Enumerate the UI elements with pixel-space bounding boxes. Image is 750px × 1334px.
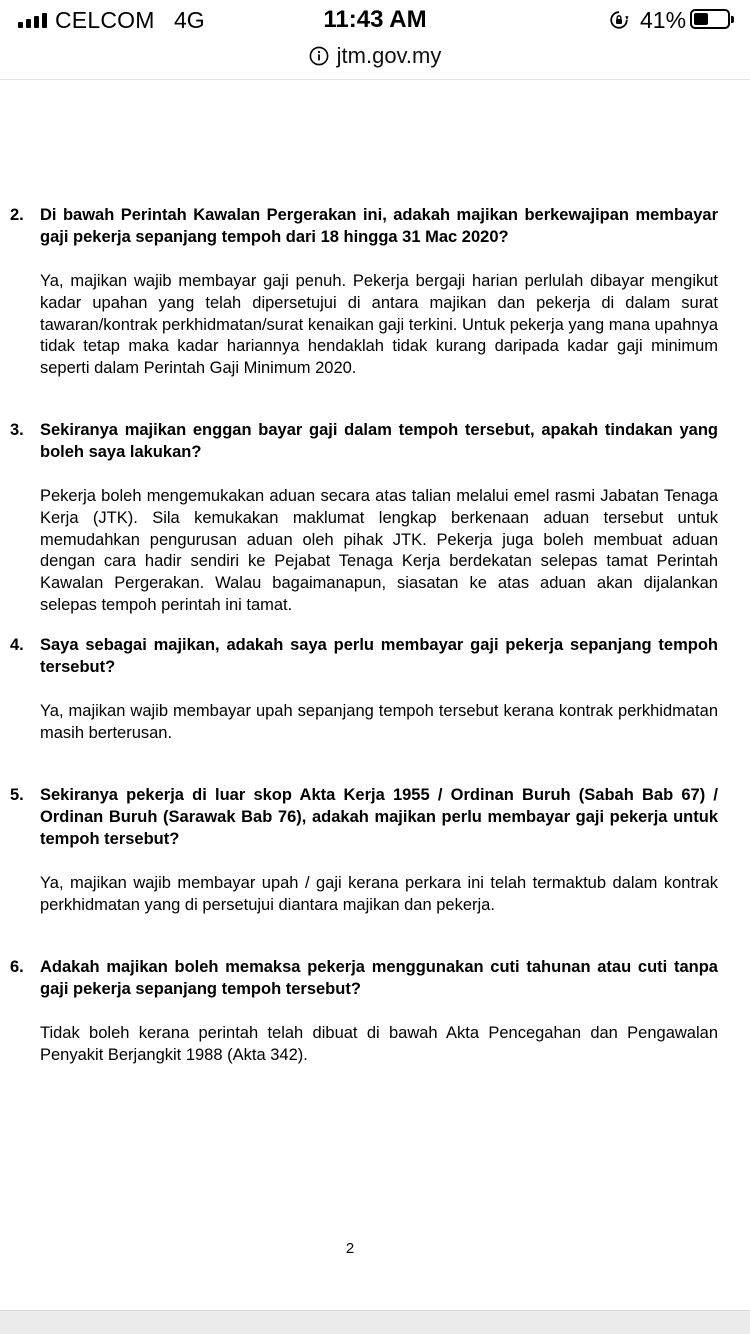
address-bar[interactable] [0,40,750,80]
faq-item [10,784,718,917]
question-number: 6. [10,958,24,976]
faq-item [10,204,718,380]
question [10,634,718,678]
answer-text: Pekerja boleh mengemukakan aduan secara atas talian melalui emel rasmi Jabatan Tenaga Kerja (JTK). Sila kemukakan maklumat lengkap berkenaan aduan tersebut untuk memudahkan pengurusan aduan oleh pihak JTK. Pekerja juga boleh membuat aduan dengan cara hadir sendiri ke Pejabat Tenaga Kerja berdekatan selepas tamat Perintah Kawalan Pergerakan. Walau bagaimanapun, siasatan ke atas aduan akan dijalankan selepas tempoh perintah ini tamat. [40,487,718,614]
question-text: Sekiranya pekerja di luar skop Akta Kerja 1955 / Ordinan Buruh (Sabah Bab 67) / Ordinan Buruh (Sarawak Bab 76), adakah majikan perlu membayar gaji pekerja untuk tempoh tersebut? [40,786,718,848]
question-number: 4. [10,636,24,654]
question-text: Saya sebagai majikan, adakah saya perlu membayar gaji pekerja sepanjang tempoh tersebut? [40,636,718,676]
question-number: 2. [10,206,24,224]
faq-item [10,634,718,745]
question-text: Adakah majikan boleh memaksa pekerja menggunakan cuti tahunan atau cuti tanpa gaji pekerja sepanjang tempoh tersebut? [40,958,718,998]
info-icon[interactable] [309,46,329,66]
battery-percent: 41% [640,7,687,33]
question [10,784,718,850]
answer-text: Ya, majikan wajib membayar upah / gaji kerana perkara ini telah termaktub dalam kontrak perkhidmatan yang di persetujui diantara majikan dan pekerja. [40,874,718,914]
faq-item [10,956,718,1067]
question-text: Sekiranya majikan enggan bayar gaji dalam tempoh tersebut, apakah tindakan yang boleh saya lakukan? [40,421,718,461]
answer-text: Ya, majikan wajib membayar upah sepanjang tempoh tersebut kerana kontrak perkhidmatan masih berterusan. [40,702,718,742]
battery-tip [731,16,734,23]
question [10,956,718,1000]
status-time: 11:43 AM [323,6,427,33]
rotation-lock-icon [609,10,629,30]
question-number: 5. [10,786,24,804]
page-number: 2 [345,1240,355,1257]
answer-text: Ya, majikan wajib membayar gaji penuh. Pekerja bergaji harian perlulah dibayar mengikut kadar upahan yang telah dipersetujui di antara majikan dan pekerja di dalam surat tawaran/kontrak perkhidmatan/surat kenaikan gaji terkini. Untuk pekerja yang mana upahnya tidak tetap maka kadar hariannya hendaklah tidak kurang daripada kadar gaji minimum seperti dalam Perintah Gaji Minimum 2020. [40,272,718,378]
carrier-name: CELCOM [55,7,155,33]
browser-bottom-bar [0,1310,750,1334]
question-text: Di bawah Perintah Kawalan Pergerakan ini, adakah majikan berkewajipan membayar gaji pekerja sepanjang tempoh dari 18 hingga 31 Mac 2020? [40,206,718,246]
document-page [0,80,750,1310]
question-number: 3. [10,421,24,439]
question [10,419,718,463]
status-bar [0,0,750,40]
network-type: 4G [174,7,205,33]
battery-icon [690,9,730,29]
faq-item [10,419,718,617]
question [10,204,718,248]
answer-text: Tidak boleh kerana perintah telah dibuat di bawah Akta Pencegahan dan Pengawalan Penyakit Berjangkit 1988 (Akta 342). [40,1024,718,1064]
url-text[interactable]: jtm.gov.my [336,42,442,68]
battery-level [694,13,708,25]
